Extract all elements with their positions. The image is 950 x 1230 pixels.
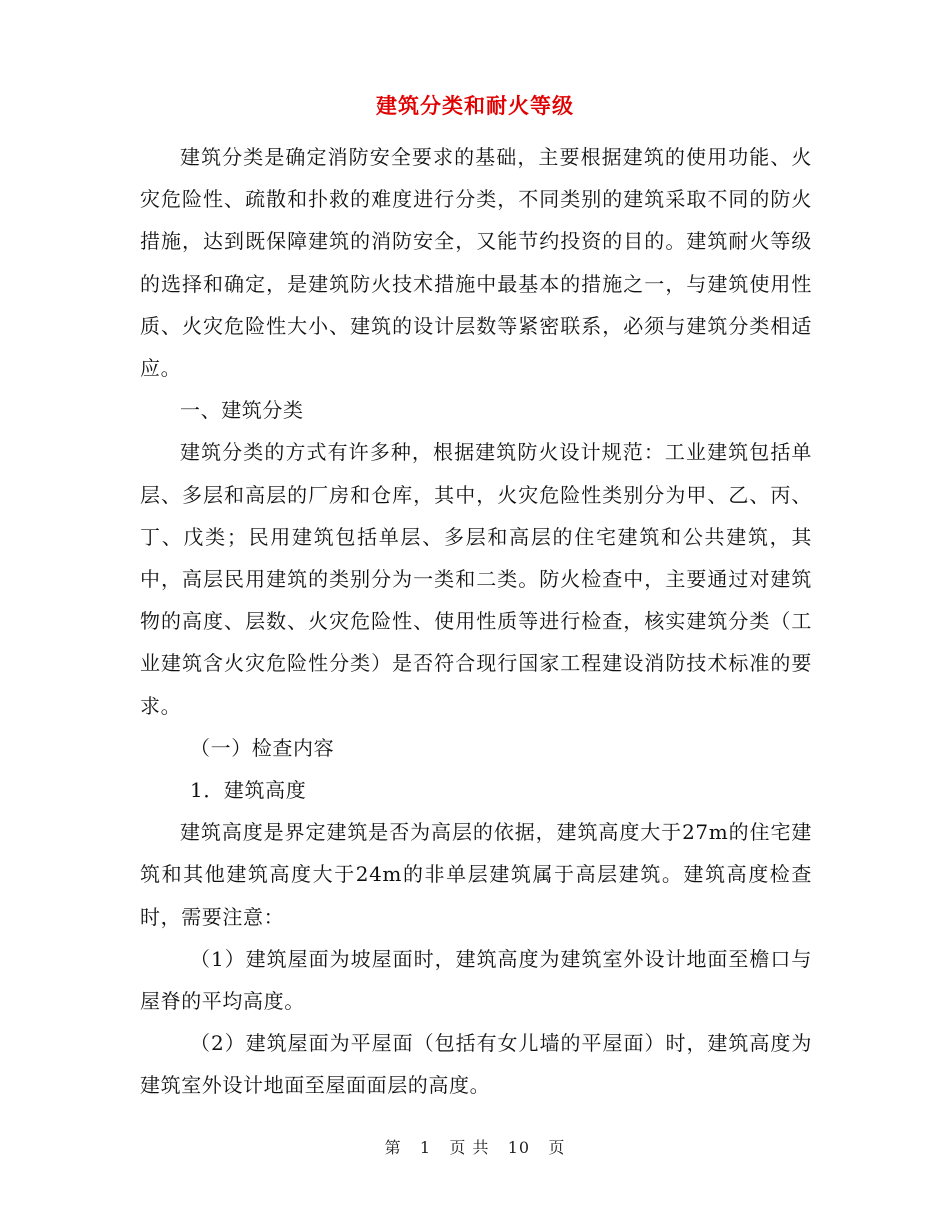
page-label-suffix: 页 <box>548 1138 566 1157</box>
page-footer <box>0 1135 950 1158</box>
section-heading-classification: 一、建筑分类 <box>180 398 304 423</box>
classification-paragraph: 建筑分类的方式有许多种，根据建筑防火设计规范：工业建筑包括单层、多层和高层的厂房和仓库，其中，火灾危险性类别分为甲、乙、丙、丁、戊类；民用建筑包括单层、多层和高层的住宅建筑和公共建筑，其中，高层民用建筑的类别分为一类和二类。防火检查中，主要通过对建筑物的高度、层数、火灾危险性、使用性质等进行检查，核实建筑分类（工业建筑含火灾危险性分类）是否符合现行国家工程建设消防技术标准的要求。 <box>140 440 812 718</box>
subsection-heading-inspection: （一）检查内容 <box>190 735 335 760</box>
document-title: 建筑分类和耐火等级 <box>376 93 574 118</box>
total-pages-number: 10 <box>507 1138 531 1157</box>
intro-paragraph: 建筑分类是确定消防安全要求的基础，主要根据建筑的使用功能、火灾危险性、疏散和扑救的难度进行分类，不同类别的建筑采取不同的防火措施，达到既保障建筑的消防安全，又能节约投资的目的。建筑耐火等级的选择和确定，是建筑防火技术措施中最基本的措施之一，与建筑使用性质、火灾危险性大小、建筑的设计层数等紧密联系，必须与建筑分类相适应。 <box>140 145 812 381</box>
current-page-number: 1 <box>419 1138 432 1157</box>
note-flat-roof: （2）建筑屋面为平屋面（包括有女儿墙的平屋面）时，建筑高度为建筑室外设计地面至屋面面层的高度。 <box>140 1031 812 1098</box>
note-sloped-roof: （1）建筑屋面为坡屋面时，建筑高度为建筑室外设计地面至檐口与屋脊的平均高度。 <box>140 946 812 1014</box>
document-body <box>140 136 812 1107</box>
page-label-mid: 页 共 <box>449 1138 490 1157</box>
page-label-prefix: 第 <box>384 1138 402 1157</box>
building-height-paragraph: 建筑高度是界定建筑是否为高层的依据，建筑高度大于27m的住宅建筑和其他建筑高度大于24m的非单层建筑属于高层建筑。建筑高度检查时，需要注意： <box>140 820 812 929</box>
item-heading-building-height: 1．建筑高度 <box>190 778 307 803</box>
